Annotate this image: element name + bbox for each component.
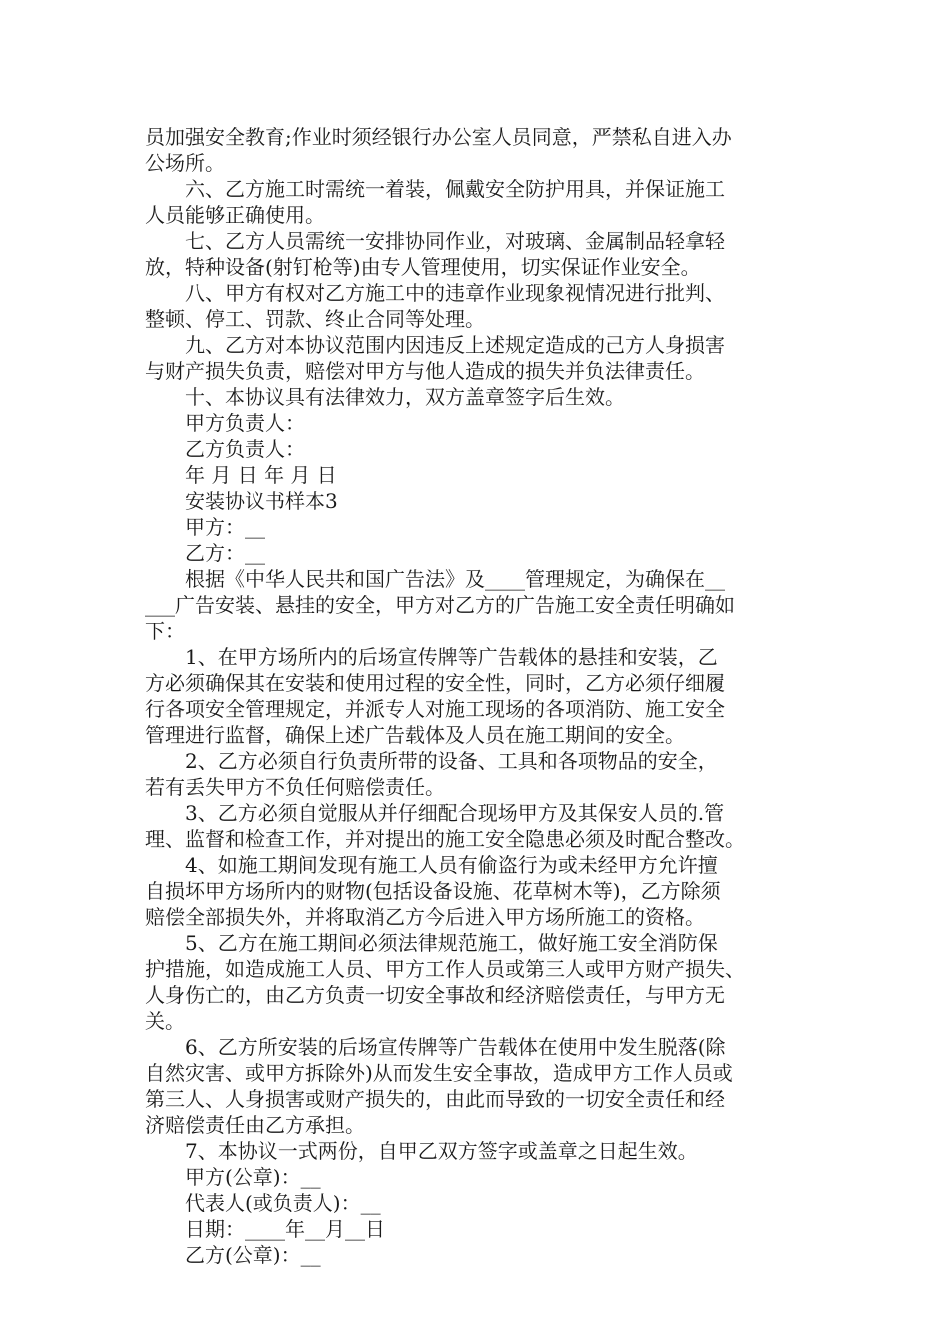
text-line: 八、甲方有权对乙方施工中的违章作业现象视情况进行批判、 <box>145 281 725 305</box>
text-line: 甲方：__ <box>145 515 265 539</box>
text-line: 3、乙方必须自觉服从并仔细配合现场甲方及其保安人员的.管 <box>145 801 725 825</box>
text-line: 2、乙方必须自行负责所带的设备、工具和各项物品的安全， <box>145 749 718 773</box>
text-line: 1、在甲方场所内的后场宣传牌等广告载体的悬挂和安装，乙 <box>145 645 718 669</box>
text-line: 与财产损失负责，赔偿对甲方与他人造成的损失并负法律责任。 <box>145 359 705 383</box>
document-body <box>145 124 825 1268</box>
text-line: 乙方负责人： <box>145 437 305 461</box>
text-line: 放，特种设备(射钉枪等)由专人管理使用，切实保证作业安全。 <box>145 255 701 279</box>
text-line: 整顿、停工、罚款、终止合同等处理。 <box>145 307 485 331</box>
text-line: 行各项安全管理规定，并派专人对施工现场的各项消防、施工安全 <box>145 697 725 721</box>
text-line: 若有丢失甲方不负任何赔偿责任。 <box>145 775 445 799</box>
text-line: 甲方(公章)：__ <box>145 1165 321 1189</box>
text-line: 人身伤亡的，由乙方负责一切安全事故和经济赔偿责任，与甲方无 <box>145 983 725 1007</box>
text-line: 六、乙方施工时需统一着装，佩戴安全防护用具，并保证施工 <box>145 177 725 201</box>
text-line: 关。 <box>145 1009 185 1033</box>
text-line: 员加强安全教育;作业时须经银行办公室人员同意，严禁私自进入办 <box>145 125 732 149</box>
text-line: 第三人、人身损害或财产损失的，由此而导致的一切安全责任和经 <box>145 1087 725 1111</box>
text-line: 十、本协议具有法律效力，双方盖章签字后生效。 <box>145 385 625 409</box>
text-line: 根据《中华人民共和国广告法》及____管理规定，为确保在__ <box>145 567 725 591</box>
text-line: 下： <box>145 619 185 643</box>
text-line: 济赔偿责任由乙方承担。 <box>145 1113 365 1137</box>
text-line: 6、乙方所安装的后场宣传牌等广告载体在使用中发生脱落(除 <box>145 1035 726 1059</box>
text-line: 乙方(公章)：__ <box>145 1243 321 1267</box>
text-line: 方必须确保其在安装和使用过程的安全性，同时，乙方必须仔细履 <box>145 671 725 695</box>
text-line: 理、监督和检查工作，并对提出的施工安全隐患必须及时配合整改。 <box>145 827 745 851</box>
text-line: 5、乙方在施工期间必须法律规范施工，做好施工安全消防保 <box>145 931 718 955</box>
text-line: 七、乙方人员需统一安排协同作业，对玻璃、金属制品轻拿轻 <box>145 229 725 253</box>
text-line: 安装协议书样本3 <box>145 489 338 513</box>
text-line: 自然灾害、或甲方拆除外)从而发生安全事故，造成甲方工作人员或 <box>145 1061 733 1085</box>
text-line: ___广告安装、悬挂的安全，甲方对乙方的广告施工安全责任明确如 <box>145 593 735 617</box>
text-line: 4、如施工期间发现有施工人员有偷盗行为或未经甲方允许擅 <box>145 853 718 877</box>
text-line: 乙方：__ <box>145 541 265 565</box>
text-line: 护措施，如造成施工人员、甲方工作人员或第三人或甲方财产损失、 <box>145 957 745 981</box>
text-line: 甲方负责人： <box>145 411 305 435</box>
text-line: 代表人(或负责人)：__ <box>145 1191 381 1215</box>
text-line: 人员能够正确使用。 <box>145 203 325 227</box>
text-line: 自损坏甲方场所内的财物(包括设备设施、花草树木等)，乙方除须 <box>145 879 721 903</box>
text-line: 7、本协议一式两份，自甲乙双方签字或盖章之日起生效。 <box>145 1139 698 1163</box>
text-line: 日期：____年__月__日 <box>145 1217 385 1241</box>
text-line: 九、乙方对本协议范围内因违反上述规定造成的己方人身损害 <box>145 333 725 357</box>
text-line: 公场所。 <box>145 151 225 175</box>
text-line: 管理进行监督，确保上述广告载体及人员在施工期间的安全。 <box>145 723 685 747</box>
text-line: 年 月 日 年 月 日 <box>145 463 337 487</box>
text-line: 赔偿全部损失外，并将取消乙方今后进入甲方场所施工的资格。 <box>145 905 705 929</box>
